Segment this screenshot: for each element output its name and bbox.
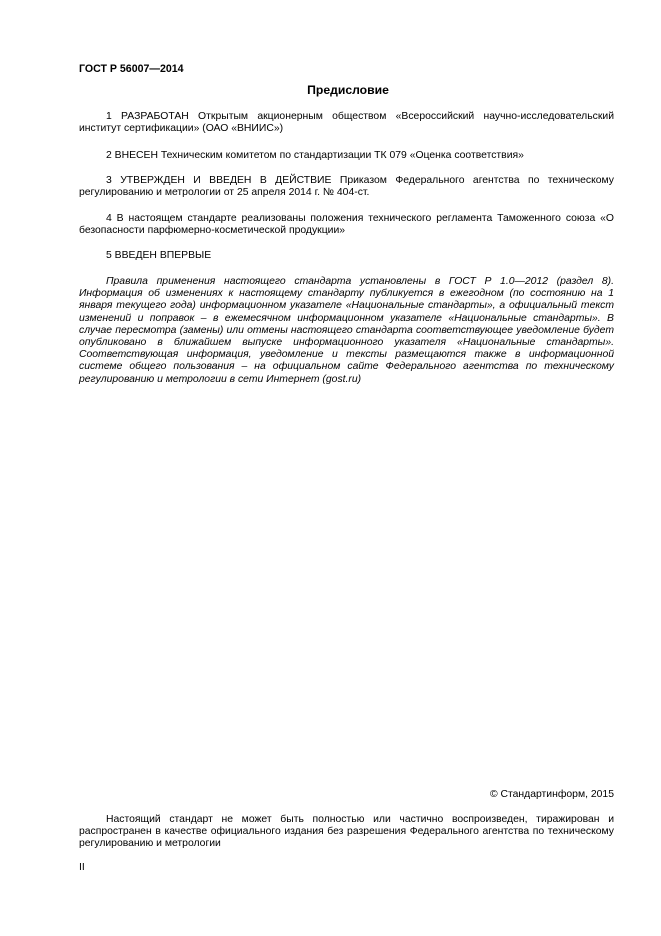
application-rules-note: Правила применения настоящего стандарта установлены в ГОСТ Р 1.0—2012 (раздел 8). Информация об изменениях к настоящему стандарту публикуется в ежегодном (по состоянию на 1 января текущего года) информационном указателе «Национальные стандарты», а официальный текст изменений и поправок – в ежемесячном информационном указателе «Национальные стандарты». В случае пересмотра (замены) или отмены настоящего стандарта соответствующее уведомление будет опубликовано в ближайшем выпуске информационного указателя «Национальные стандарты». Соответствующая информация, уведомление и тексты размещаются также в информационной системе общего пользования – на официальном сайте Федерального агентства по техническому регулированию и метрологии в сети Интернет (gost.ru) [79, 276, 614, 385]
copyright: © Стандартинформ, 2015 [489, 789, 614, 800]
page-number: II [79, 862, 85, 873]
preface-item-approved: 3 УТВЕРЖДЕН И ВВЕДЕН В ДЕЙСТВИЕ Приказом Федерального агентства по техническому регулированию и метрологии от 25 апреля 2014 г. № 404-ст. [79, 175, 614, 199]
preface-item-regulation: 4 В настоящем стандарте реализованы положения технического регламента Таможенного союза «О безопасности парфюмерно-косметической продукции» [79, 213, 614, 237]
preface-item-developed: 1 РАЗРАБОТАН Открытым акционерным обществом «Всероссийский научно-исследовательский институт сертификации» (ОАО «ВНИИС») [79, 111, 614, 135]
preface-item-introduced: 2 ВНЕСЕН Техническим комитетом по стандартизации ТК 079 «Оценка соответствия» [106, 150, 524, 161]
reproduction-notice: Настоящий стандарт не может быть полностью или частично воспроизведен, тиражирован и распространен в качестве официального издания без разрешения Федерального агентства по техническому регулированию и метрологии [79, 814, 614, 850]
preface-item-first-introduced: 5 ВВЕДЕН ВПЕРВЫЕ [106, 250, 212, 261]
preface-title: Предисловие [307, 83, 389, 97]
document-code: ГОСТ Р 56007—2014 [79, 63, 184, 75]
